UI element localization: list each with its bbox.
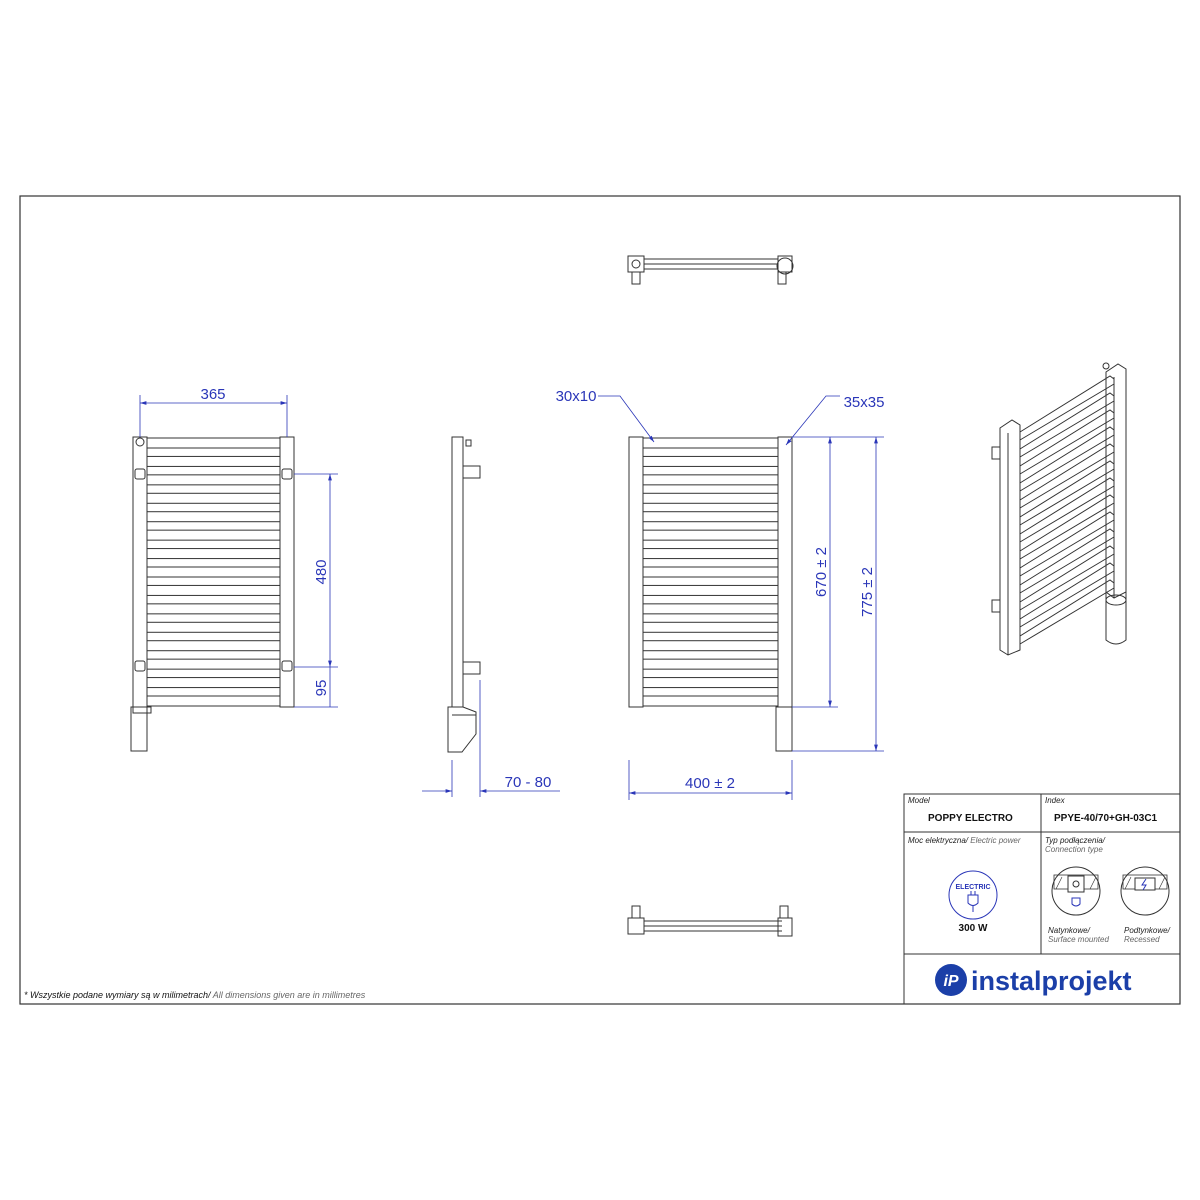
rung [147,604,280,614]
rung [147,475,280,485]
brand-name: instalprojekt [971,966,1132,996]
rung [643,456,778,466]
svg-text:iP: iP [943,973,959,990]
recessed-label-en: Recessed [1124,935,1160,944]
rung [147,438,280,448]
rung [147,456,280,466]
front-dimensions [140,395,338,707]
valve-cap [136,438,144,446]
footnote: * Wszystkie podane wymiary są w milimetrach/ All dimensions given are in millimetres [24,990,366,1000]
recessed-label-pl: Podtynkowe/ [1124,926,1170,935]
side-view [448,437,480,752]
bottom-view [628,906,792,936]
index-label: Index [1045,796,1065,805]
surface-label-en: Surface mounted [1048,935,1109,944]
bracket-br [282,661,292,671]
electric-plug-icon [949,871,997,919]
rung [147,678,280,688]
rung [643,604,778,614]
rung [147,696,280,706]
iso-rung [1020,376,1114,440]
rung [643,622,778,632]
dim-profile-rung: 30x10 [555,388,597,405]
index-value: PPYE-40/70+GH-03C1 [1054,813,1158,824]
rung [643,475,778,485]
surface-socket-icon [1052,867,1100,915]
rung [643,678,778,688]
dim-height-inner: 670 ± 2 [813,547,830,597]
rung [147,585,280,595]
svg-text:ELECTRIC: ELECTRIC [955,884,991,891]
dim-height-total: 775 ± 2 [859,567,876,617]
bracket-tr [282,469,292,479]
model-label: Model [908,796,930,805]
instalprojekt-logo [935,964,967,996]
rung [147,530,280,540]
main-front-view [629,437,792,751]
rung [643,549,778,559]
isometric-view [992,363,1126,655]
connection-label-en: Connection type [1045,845,1103,854]
rung [643,567,778,577]
dim-front-width: 365 [200,386,226,403]
rung [147,512,280,522]
rung [147,622,280,632]
rung [643,438,778,448]
rung [147,641,280,651]
rung [147,567,280,577]
dim-profile-post: 35x35 [843,394,885,411]
rung [147,549,280,559]
dim-wall-distance: 70 - 80 [504,774,552,791]
connection-label-pl: Typ podłączenia/ [1045,836,1105,845]
heater-element [131,707,147,751]
dim-bottom-offset: 95 [313,679,330,697]
drawing-frame [20,196,1180,1004]
power-label: Moc elektryczna/ Electric power [908,836,1021,845]
top-view [628,256,793,284]
model-value: POPPY ELECTRO [928,813,1013,824]
rung [643,512,778,522]
bracket-bl [135,661,145,671]
dim-post-spacing: 400 ± 2 [685,775,735,792]
recessed-socket-icon [1121,867,1169,915]
rung [643,641,778,651]
dim-mount-spacing: 480 [313,559,330,585]
bracket-tl [135,469,145,479]
rung [643,493,778,503]
rung [147,659,280,669]
surface-label-pl: Natynkowe/ [1048,926,1090,935]
front-rungs [147,438,280,706]
rung [643,585,778,595]
front-view [131,437,294,751]
power-value: 300 W [958,923,988,934]
rung [147,493,280,503]
rung [643,659,778,669]
rung [643,530,778,540]
rung [643,696,778,706]
